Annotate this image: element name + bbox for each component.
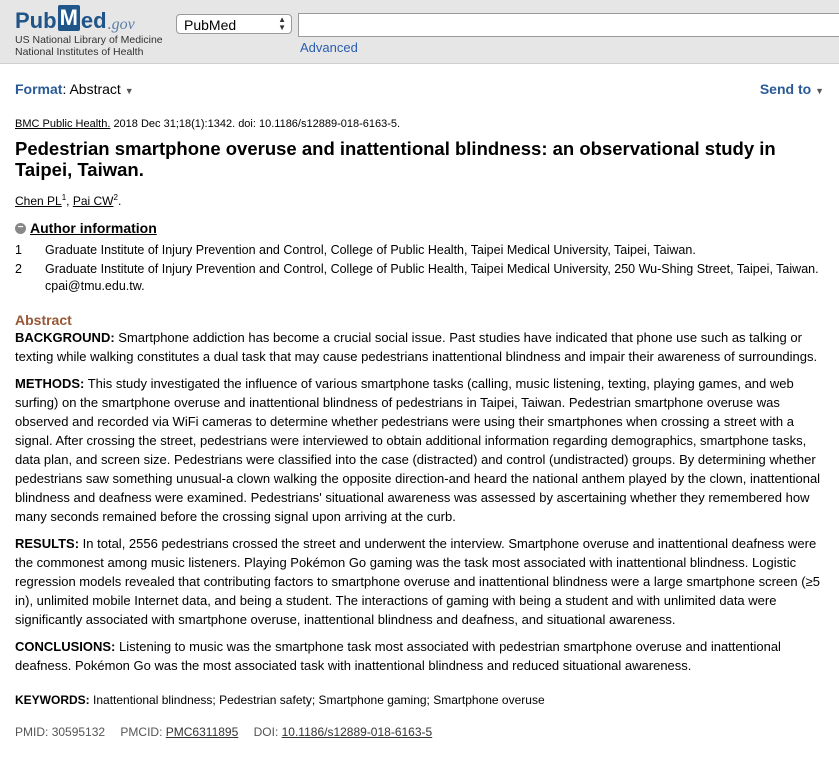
send-to-label: Send to <box>759 81 812 97</box>
org-line1: US National Library of Medicine <box>15 34 163 46</box>
collapse-icon: − <box>15 223 26 234</box>
citation-details: 2018 Dec 31;18(1):1342. doi: 10.1186/s12889-018-6163-5. <box>113 118 401 130</box>
journal-link[interactable]: BMC Public Health. <box>15 118 111 130</box>
pmid-value: 30595132 <box>51 725 106 739</box>
section-text: Smartphone addiction has become a crucial social issue. Past studies have indicated that phone use such as talking or texting while walking constitutes a dual task that may cause pedestrians inattentional blindness and impair their awareness of surroundings. <box>15 330 818 364</box>
citation <box>15 118 830 130</box>
author-info-heading: Author information <box>30 220 157 236</box>
abstract-heading: Abstract <box>15 312 72 328</box>
database-select[interactable] <box>176 14 292 34</box>
doi-link[interactable]: 10.1186/s12889-018-6163-5 <box>281 725 433 739</box>
format-label: Format <box>15 81 63 97</box>
doi-label: DOI: <box>253 725 279 739</box>
pmcid-link[interactable]: PMC6311895 <box>165 725 239 739</box>
article-ids <box>15 725 830 739</box>
chevron-down-icon: ▼ <box>124 86 134 96</box>
author-link[interactable]: Pai CW <box>72 194 114 208</box>
abstract-background <box>15 328 830 366</box>
keywords <box>15 693 830 707</box>
chevron-down-icon: ▼ <box>815 86 824 96</box>
author-list: Chen $PL^1$, Pai $CW^2$. <box>15 193 122 208</box>
advanced-search-link[interactable]: Advanced <box>300 40 358 55</box>
abstract-conclusions <box>15 637 830 675</box>
format-value: Abstract <box>69 81 121 97</box>
format-dropdown[interactable]: Format: Abstract ▼ <box>15 81 134 97</box>
affiliation-item <box>15 242 830 259</box>
keywords-text: Inattentional blindness; Pedestrian safety; Smartphone gaming; Smartphone overuse <box>93 693 545 707</box>
logo-pub: Pub <box>15 8 57 33</box>
section-text: In total, 2556 pedestrians crossed the street and underwent the interview. Smartphone overuse and inattentional deafness were the commonest among music listeners. Playing Pokémon Go gaming was the task most associated with inattentional blindness. Logistic regression models revealed that contributing factors to smartphone overuse and inattentional blindness were a large smartphone screen (≥5 in), unlimited mobile Internet data, and being a student. The interactions of gaming with being a student and with unlimited data were significantly associated with smartphone overuse, inattentional blindness and deafness, and situational awareness. <box>15 536 820 627</box>
author-link[interactable]: Chen PL <box>15 194 62 208</box>
abstract-results <box>15 534 830 629</box>
send-to-dropdown[interactable] <box>760 81 824 97</box>
affiliation-list <box>15 242 830 295</box>
search-input[interactable] <box>298 13 839 37</box>
pmid-label: PMID: <box>15 725 49 739</box>
pmid <box>15 725 105 739</box>
section-label: RESULTS: <box>15 536 80 551</box>
affiliation-item <box>15 261 830 295</box>
author-affil-sup: 1 <box>61 193 67 202</box>
logo-ed: ed <box>80 8 107 33</box>
abstract-methods <box>15 374 830 526</box>
section-label: CONCLUSIONS: <box>15 639 116 654</box>
keywords-label: KEYWORDS: <box>15 693 90 707</box>
affiliation-number: 1 <box>15 243 22 257</box>
logo-m: M <box>59 5 78 30</box>
logo-gov: .gov <box>107 16 135 33</box>
affiliation-text: Graduate Institute of Injury Prevention and Control, College of Public Health, Taipei Medical University, Taipei, Taiwan. <box>45 243 696 257</box>
format-bar <box>15 81 824 97</box>
logo-wordmark <box>15 4 165 34</box>
pmcid <box>120 725 238 739</box>
author-affil-sup: 2 <box>113 193 118 202</box>
affiliation-text: Graduate Institute of Injury Prevention and Control, College of Public Health, Taipei Medical University, 250 Wu-Shing Street, Taipei, Taiwan. cpai@tmu.edu.tw. <box>45 262 819 293</box>
author-info-toggle[interactable] <box>15 220 830 236</box>
article-title: Pedestrian smartphone overuse and inattentional blindness: an observational study in Taipei, Taiwan. <box>15 138 776 180</box>
article-content <box>15 118 830 739</box>
database-select-value: PubMed <box>184 17 237 33</box>
section-text: Listening to music was the smartphone task most associated with pedestrian smartphone overuse and inattentional deafness. Pokémon Go was the most associated task with inattentional blindness and reduced situational awareness. <box>15 639 781 673</box>
org-line2: National Institutes of Health <box>15 46 144 58</box>
section-label: METHODS: <box>15 376 85 391</box>
affiliation-number: 2 <box>15 262 22 276</box>
pubmed-logo[interactable] <box>15 4 165 58</box>
pmcid-label: PMCID: <box>120 725 163 739</box>
doi <box>254 725 433 739</box>
select-arrows-icon: ▲ ▼ <box>278 15 286 32</box>
site-header <box>0 0 839 64</box>
section-label: BACKGROUND: <box>15 330 115 345</box>
section-text: This study investigated the influence of various smartphone tasks (calling, music listening, texting, playing games, and web surfing) on the smartphone overuse and inattentional blindness of pedestrians in Taipei, Taiwan. Pedestrian smartphone overuse was observed and recorded via WiFi cameras to determine whether pedestrians were using their smartphones when crossing a street with a signal. After crossing the street, pedestrians were interviewed to obtain additional information regarding demographics, smartphone tasks, data plan, and screen size. Pedestrians were classified into the case (distracted) and control (undistracted) groups. By determining whether pedestrians saw something unusual-a clown walking the opposite direction-and heard the national anthem played by the clown, inattentional blindness and deafness were examined. Pedestrians' situational awareness was assessed by ascertaining whether they remembered how many seconds remained before the crossing signal upon arriving at the curb. <box>15 376 821 524</box>
